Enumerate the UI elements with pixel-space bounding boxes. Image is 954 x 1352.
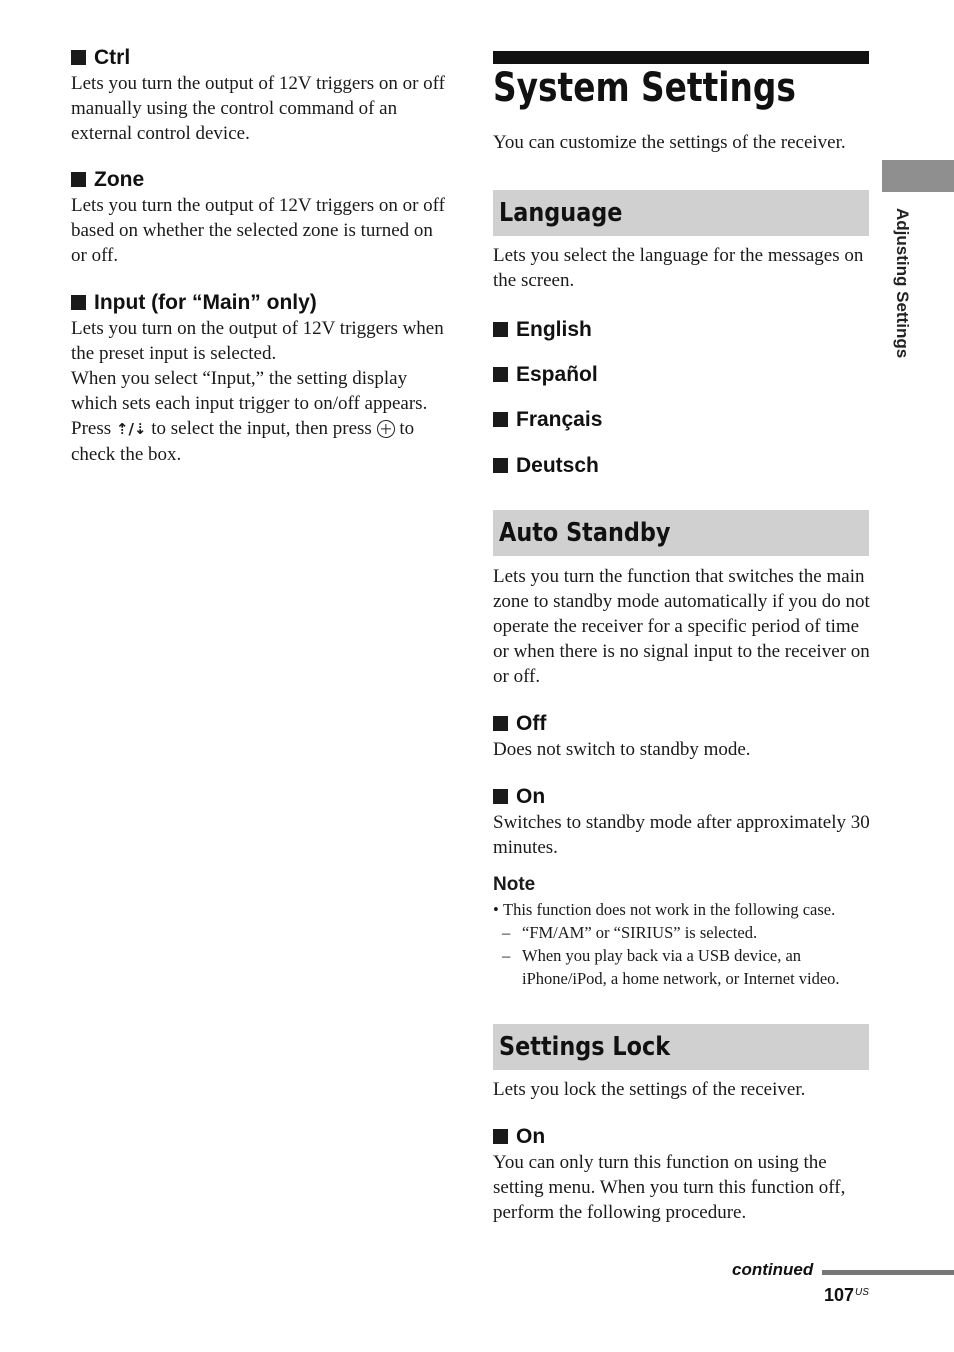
note-dash-2: – When you play back via a USB device, an iPhone/iPod, a home network, or Internet video. — [502, 946, 840, 988]
square-bullet-icon — [71, 172, 86, 187]
lock-on-heading: On — [493, 1124, 871, 1150]
bullet-icon: • — [493, 900, 499, 919]
page-suffix: US — [855, 1287, 869, 1298]
square-bullet-icon — [71, 295, 86, 310]
input-body-1: Lets you turn on the output of 12V triggers when the preset input is selected. — [71, 318, 444, 364]
note-dash-1: – “FM/AM” or “SIRIUS” is selected. — [502, 923, 758, 942]
settings-lock-on — [493, 1124, 871, 1225]
off-heading: Off — [493, 711, 871, 737]
lock-on-body: You can only turn this function on using the setting menu. When you turn this function off, perform the following procedure. — [493, 1152, 846, 1223]
title-rule — [493, 51, 869, 64]
on-heading: On — [493, 784, 871, 810]
language-heading: Language — [499, 198, 623, 228]
square-bullet-icon — [493, 716, 508, 731]
square-bullet-icon — [493, 322, 508, 337]
square-bullet-icon — [493, 789, 508, 804]
zone-body: Lets you turn the output of 12V triggers on or off based on whether the selected zone is turned on or off. — [71, 195, 445, 266]
settings-lock-body: Lets you lock the settings of the receiver. — [493, 1079, 806, 1100]
language-band — [493, 190, 869, 236]
dash-icon: – — [502, 946, 511, 965]
option-espanol: Español — [493, 362, 871, 388]
ctrl-body: Lets you turn the output of 12V triggers on or off manually using the control command of an external control device. — [71, 73, 445, 144]
language-body: Lets you select the language for the messages on the screen. — [493, 245, 864, 291]
off-body: Does not switch to standby mode. — [493, 739, 751, 760]
square-bullet-icon — [493, 412, 508, 427]
ctrl-heading: Ctrl — [71, 45, 449, 71]
side-tab-marker — [882, 160, 954, 192]
settings-lock-band — [493, 1024, 869, 1070]
up-down-arrows-icon: ⇡/⇣ — [115, 420, 147, 438]
continued-rule — [822, 1270, 954, 1275]
auto-standby-heading: Auto Standby — [499, 518, 671, 548]
side-tab-label: Adjusting Settings — [893, 208, 912, 359]
zone-heading: Zone — [71, 167, 449, 193]
square-bullet-icon — [493, 367, 508, 382]
page-number: 107 — [824, 1285, 855, 1305]
settings-lock-heading: Settings Lock — [499, 1032, 671, 1062]
square-bullet-icon — [71, 50, 86, 65]
zone-section — [71, 167, 449, 268]
auto-standby-on — [493, 784, 871, 860]
note-block — [493, 873, 871, 990]
side-tab — [893, 208, 915, 398]
square-bullet-icon — [493, 458, 508, 473]
page-number-block — [824, 1282, 869, 1306]
option-english: English — [493, 317, 871, 343]
auto-standby-off — [493, 711, 871, 762]
input-body-2: When you select “Input,” the setting display which sets each input trigger to on/off appears. — [71, 368, 428, 414]
input-section — [71, 290, 449, 467]
ctrl-section — [71, 45, 449, 146]
auto-standby-band — [493, 510, 869, 556]
on-body: Switches to standby mode after approximately 30 minutes. — [493, 812, 870, 858]
note-heading: Note — [493, 874, 536, 895]
intro-text: You can customize the settings of the receiver. — [493, 132, 846, 153]
enter-button-icon — [377, 420, 395, 438]
option-deutsch: Deutsch — [493, 453, 871, 479]
note-bullet: • This function does not work in the following case. — [493, 900, 836, 919]
auto-standby-body: Lets you turn the function that switches the main zone to standby mode automatically if you do not operate the receiver for a specific period of time or when there is no signal input to the receiver on or off. — [493, 566, 870, 687]
page-title: System Settings — [493, 65, 796, 111]
option-francais: Français — [493, 407, 871, 433]
input-heading: Input (for “Main” only) — [71, 290, 449, 316]
square-bullet-icon — [493, 1129, 508, 1144]
dash-icon: – — [502, 923, 511, 942]
continued-label: continued — [732, 1260, 814, 1279]
input-body-3: Press ⇡/⇣ to select the input, then press to check the box. — [71, 418, 415, 465]
